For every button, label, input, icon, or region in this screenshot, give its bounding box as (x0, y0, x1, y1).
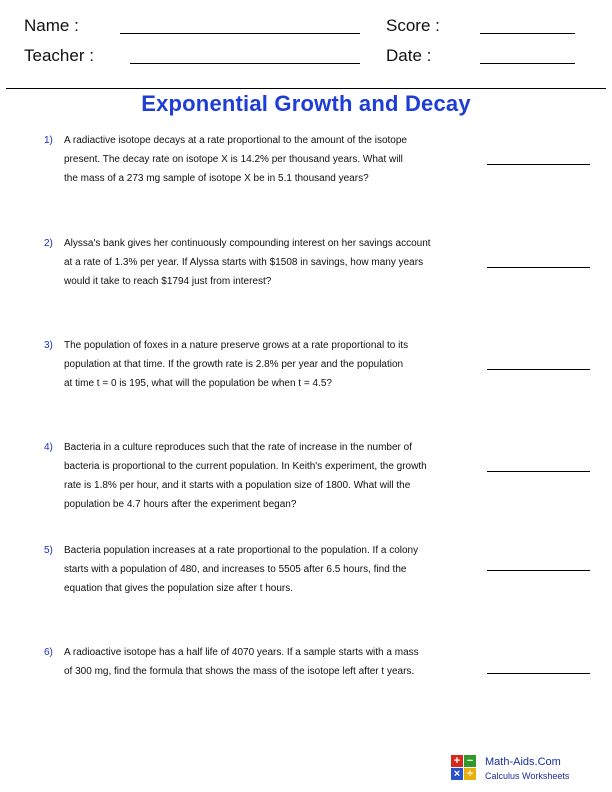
answer-blank[interactable] (487, 164, 590, 165)
teacher-label: Teacher : (24, 46, 94, 65)
score-field[interactable] (480, 33, 575, 34)
question-text: The population of foxes in a nature preserve grows at a rate proportional to its population at that time. If the growth rate is 2.8% per year and the population at time t = 0 is 195, what will the population be when t = 4.5? (64, 340, 409, 389)
question-number: 6) (44, 647, 53, 658)
question-number: 1) (44, 135, 53, 146)
logo-name: Math-Aids.Com (485, 756, 561, 768)
math-symbols-icon (451, 755, 477, 783)
question-number: 5) (44, 545, 53, 556)
teacher-field[interactable] (130, 63, 360, 64)
name-field[interactable] (120, 33, 360, 34)
answer-blank[interactable] (487, 673, 590, 674)
plus-icon: + (451, 755, 463, 767)
math-aids-logo[interactable] (451, 755, 601, 785)
minus-icon: − (464, 755, 476, 767)
logo-subtitle: Calculus Worksheets (485, 771, 570, 781)
divide-icon: ÷ (464, 768, 476, 780)
question-number: 2) (44, 238, 53, 249)
question-number: 3) (44, 340, 53, 351)
answer-blank[interactable] (487, 570, 590, 571)
worksheet-title: Exponential Growth and Decay (141, 91, 471, 116)
question-text: A radioactive isotope has a half life of 4070 years. If a sample starts with a mass of 300 mg, find the formula that shows the mass of the isotope left after t years. (64, 647, 419, 677)
question-text: Bacteria population increases at a rate proportional to the population. If a colony starts with a population of 480, and increases to 5505 after 6.5 hours, find the equation that gives the population size after t hours. (64, 545, 419, 594)
question-number: 4) (44, 442, 53, 453)
answer-blank[interactable] (487, 267, 590, 268)
name-label: Name : (24, 16, 79, 35)
date-label: Date : (386, 46, 432, 65)
date-field[interactable] (480, 63, 575, 64)
answer-blank[interactable] (487, 369, 590, 370)
times-icon: × (451, 768, 463, 780)
question-text: Bacteria in a culture reproduces such that the rate of increase in the number of bacteria is proportional to the current population. In Keith's experiment, the growth rate is 1.8% per hour, and it starts with a population size of 1800. What will the population be 4.7 hours after the experiment began? (64, 442, 427, 510)
score-label: Score : (386, 16, 440, 35)
question-text: A radiactive isotope decays at a rate proportional to the amount of the isotope present. The decay rate on isotope X is 14.2% per thousand years. What will the mass of a 273 mg sample of isotope X be in 5.1 thousand years? (64, 135, 407, 184)
answer-blank[interactable] (487, 471, 590, 472)
question-text: Alyssa's bank gives her continuously compounding interest on her savings account at a rate of 1.3% per year. If Alyssa starts with $1508 in savings, how many years would it take to reach $1794 just from interest? (64, 238, 431, 287)
header-divider (6, 88, 606, 89)
